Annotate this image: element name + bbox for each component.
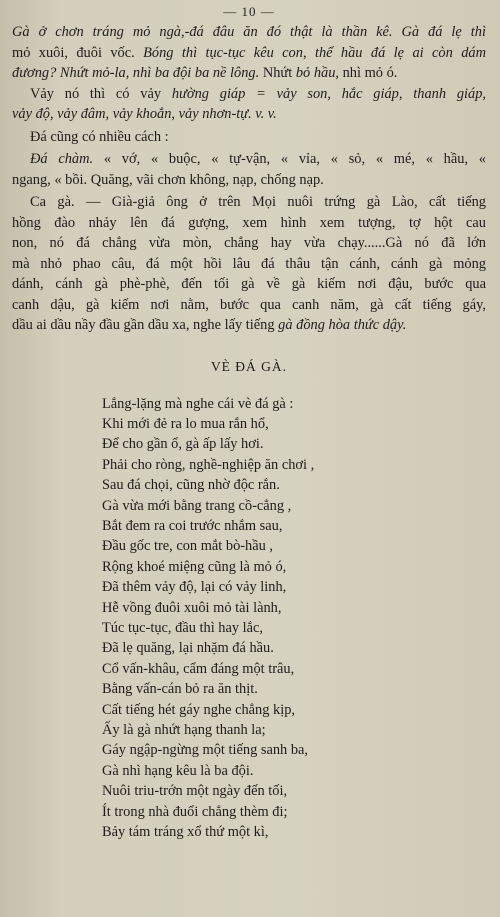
p5-line-4: mà nhỏ phao câu, đá một hồi lâu đá thâu tận cánh, cánh gà mỏng bbox=[12, 255, 486, 272]
poem-line: Rộng khoé miệng cũng là mỏ ó, bbox=[102, 558, 287, 575]
poem-line: Để cho gần ổ, gà ấp lấy hơi. bbox=[102, 436, 264, 453]
p5-line-1: Ca gà. — Già-giả ông ở trên Mọi nuôi trứng gà Lào, cất tiếng bbox=[30, 194, 486, 210]
p5-line-3: non, nó đá chẳng vừa mòn, chẳng hay vừa chạy......Gà nó đã lớn bbox=[12, 235, 486, 251]
p2-line-1: Vảy nó thì có vảy hường giáp = vảy son, hắc giáp, thanh giáp, bbox=[30, 85, 486, 102]
paragraph-2 bbox=[12, 84, 486, 105]
poem-line: Túc tục-tục, đầu thì hay lắc, bbox=[102, 619, 264, 636]
poem-line: Nuôi triu-trớn một ngày đến tối, bbox=[102, 783, 288, 800]
poem-line: Bằng vấn-cán bỏ ra ăn thịt. bbox=[102, 681, 258, 698]
prose-body bbox=[12, 22, 486, 336]
poem-line: Bảy tám tráng xổ thứ một kì, bbox=[102, 824, 269, 841]
poem-line: Ít trong nhà đuổi chẳng thèm đi; bbox=[102, 803, 288, 820]
poem-line: Cổ vấn-khâu, cẩm đáng một trâu, bbox=[102, 660, 295, 677]
poem-line: Lẳng-lặng mà nghe cái vè đá gà : bbox=[102, 395, 294, 412]
poem-line: Cất tiếng hét gáy nghe chẳng kịp, bbox=[102, 701, 296, 718]
p4-line-1: Đá chàm. « vớ, « buộc, « tự-vận, « vỉa, « sỏ, « mé, « hầu, « bbox=[30, 151, 486, 167]
p5-line-2: hồng đào nhảy lên đá gượng, xem hình xem tượng, tợ hột cau bbox=[12, 214, 486, 231]
poem-line: Sau đá chọi, cũng nhờ độc rắn. bbox=[102, 477, 280, 494]
paragraph-3 bbox=[12, 127, 486, 148]
poem-line: Ấy là gà nhứt hạng thanh la; bbox=[102, 722, 266, 738]
p4-line-2: ngang, « bồi. Quăng, vãi chơn không, nạp, chống nạp. bbox=[12, 171, 324, 188]
poem-line: Đã thêm vảy độ, lại có vảy linh, bbox=[102, 579, 287, 596]
poem-line: Gà vừa mới bằng trang cồ-cẳng , bbox=[102, 497, 292, 514]
paragraph-5 bbox=[12, 192, 486, 213]
poem-line: Gà nhì hạng kêu là ba đội. bbox=[102, 762, 254, 779]
p5-line-6: canh dậu, gà kiếm nơi nằm, bước qua canh năm, gà cất tiếng gáy, bbox=[12, 296, 486, 313]
p5-line-5: dánh, cánh gà phè-phè, đến tối gà về gà kiếm nơi đậu, bước qua bbox=[12, 276, 486, 292]
paragraph-4 bbox=[12, 149, 486, 170]
poem-line: Đầu gốc tre, con mắt bò-hầu , bbox=[102, 538, 274, 555]
poem bbox=[12, 394, 486, 843]
p1-line-3: đương? Nhứt mỏ-la, nhì ba đội ba nề lông. Nhứt bỏ hầu, nhì mỏ ó. bbox=[12, 65, 398, 81]
p5-line-7: dầu ai dầu nầy đầu gần dầu xa, nghe lấy tiếng gà đồng hòa thức dậy. bbox=[12, 317, 407, 333]
p2-line-2: vảy độ, vảy đâm, vảy khoẳn, vảy nhơn-tự. v. v. bbox=[12, 106, 277, 122]
poem-line: Gáy ngập-ngừng một tiếng sanh ba, bbox=[102, 742, 309, 759]
page-number: — 10 — bbox=[223, 4, 275, 19]
poem-line: Khi mới đẻ ra lo mua rắn hổ, bbox=[102, 415, 269, 432]
poem-line: Phải cho ròng, nghề-nghiệp ăn chơi , bbox=[102, 456, 315, 473]
p3-text: Đá cũng có nhiều cách : bbox=[30, 128, 169, 145]
poem-line: Đã lẹ quăng, lại nhặm đá hầu. bbox=[102, 640, 274, 657]
paragraph-1 bbox=[12, 22, 486, 84]
p1-line-1: Gà ở chơn tráng mỏ ngà,-đá đâu ăn đó thật là thần kê. Gà đá lẹ thì bbox=[12, 24, 486, 40]
paragraph-5-cont bbox=[12, 213, 486, 336]
paragraph-2-cont bbox=[12, 104, 486, 125]
section-title: VÈ ĐÁ GÀ. bbox=[210, 358, 288, 374]
poem-line: Bắt đem ra coi trước nhắm sau, bbox=[102, 517, 283, 534]
p1-line-2: mỏ xuôi, đuôi vốc. Bóng thì tục-tục kêu con, thế hầu đá lẹ ai còn dám bbox=[12, 44, 486, 61]
paragraph-4-cont bbox=[12, 170, 486, 191]
poem-line: Hễ vồng đuôi xuôi mỏ tài lành, bbox=[102, 599, 282, 616]
